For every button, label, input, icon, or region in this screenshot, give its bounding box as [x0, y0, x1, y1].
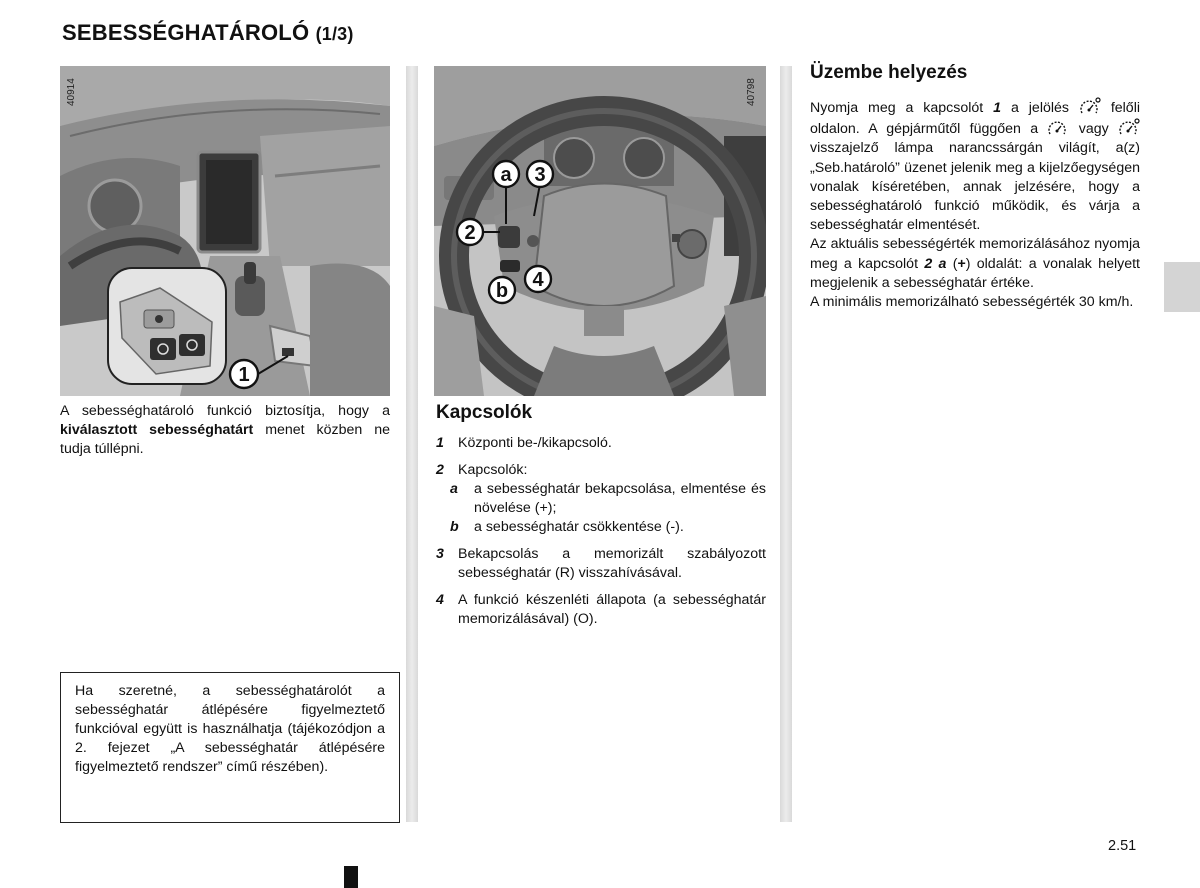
item-text: Bekapcsolás a memorizált szabályozott sebességhatár (R) visszahívásával. — [458, 546, 766, 581]
note-box — [60, 672, 400, 823]
page-title — [62, 20, 354, 46]
callout-b: b — [495, 280, 509, 302]
speed-limiter-icon — [1079, 97, 1101, 117]
item-text: Kapcsolók: — [458, 462, 528, 478]
column-gutter-left — [406, 66, 418, 822]
list-item — [436, 434, 766, 453]
section-heading-activation: Üzembe helyezés — [810, 62, 968, 83]
item-number: 3 — [436, 546, 444, 562]
title-part: (1/3) — [315, 24, 354, 44]
figure-code: 40798 — [746, 78, 757, 106]
p1-text-c: felőli oldalon. A gépjárműtől függően a — [810, 100, 1140, 138]
title-text: SEBESSÉGHATÁROLÓ — [62, 20, 310, 45]
callout-1: 1 — [238, 364, 250, 386]
note-text: Ha szeretné, a sebességhatárolót a sebességhatár átlépésére figyelmeztető funkcióval együtt is használhatja (tájékozódjon a 2. fejezet „A sebességhatár átlépésére figyelmeztető rendszer” című részében). — [75, 683, 385, 775]
dashboard-drawing — [60, 66, 390, 396]
p2-text-c: ) oldalát: a vonalak helyett megjelenik a sebességhatár értéke. — [810, 255, 1140, 291]
sub-list-item — [436, 518, 766, 537]
p1-text: Nyomja meg a kapcsolót — [810, 100, 994, 116]
p1-text-e: visszajelző lámpa narancssárgán világít, a(z) „Seb.határoló” üzenet jelenik meg a kijelzőegységen vonalak kíséretében, annak jelzésére, hogy a sebességhatároló funkció működik, és várja a sebességhatár elmentését. — [810, 140, 1140, 234]
sub-list-item — [436, 480, 766, 518]
item-text: A funkció készenléti állapota (a sebességhatár memorizálásával) (O). — [458, 592, 766, 627]
intro-text: A sebességhatároló funkció biztosítja, hogy a — [60, 403, 390, 419]
list-item — [436, 461, 766, 480]
intro-text-end: menet közben ne tudja túllépni. — [60, 422, 390, 457]
steering-wheel-drawing — [434, 66, 766, 396]
speed-limiter-icon — [1118, 118, 1140, 138]
intro-paragraph — [60, 402, 390, 459]
switch-list — [436, 434, 766, 637]
callout-a: a — [500, 164, 512, 186]
column-gutter-right — [780, 66, 792, 822]
p1-text-b: a jelölés — [1001, 100, 1079, 116]
chapter-thumb-tab — [1164, 262, 1200, 312]
item-number: 1 — [436, 435, 444, 451]
speed-limiter-icon — [1047, 118, 1069, 138]
dashboard-illustration — [60, 66, 390, 396]
intro-emphasis: kiválasztott sebességhatárt — [60, 422, 254, 438]
list-item — [436, 545, 766, 583]
steering-wheel-illustration — [434, 66, 766, 396]
figure-code: 40914 — [66, 78, 77, 106]
p3-text: A minimális memorizálható sebességérték 30 km/h. — [810, 294, 1134, 311]
callout-3: 3 — [534, 164, 546, 186]
p2-text: Az aktuális sebességérték memorizálásához nyomja meg a kapcsolót — [810, 236, 1140, 272]
callout-4: 4 — [532, 269, 544, 291]
sub-item-letter: b — [450, 519, 459, 535]
page-number: 2.51 — [1108, 838, 1137, 854]
section-heading-switches: Kapcsolók — [436, 402, 533, 423]
p2-switch-ref: 2 a — [924, 255, 947, 272]
sub-item-letter: a — [450, 481, 458, 497]
page-marker-bar — [344, 866, 358, 888]
p2-text-b: ( — [946, 255, 958, 272]
list-item — [436, 591, 766, 629]
callout-2: 2 — [464, 222, 476, 244]
item-number: 2 — [436, 462, 444, 478]
p1-switch-number: 1 — [993, 100, 1002, 116]
p2-plus: + — [957, 255, 966, 272]
sub-item-text: a sebességhatár bekapcsolása, elmentése és növelése (+); — [474, 481, 766, 516]
sub-item-text: a sebességhatár csökkentése (-). — [474, 519, 684, 535]
activation-paragraph — [810, 97, 1140, 312]
item-text: Központi be-/kikapcsoló. — [458, 435, 612, 451]
p1-text-d: vagy — [1069, 121, 1118, 138]
item-number: 4 — [436, 592, 444, 608]
